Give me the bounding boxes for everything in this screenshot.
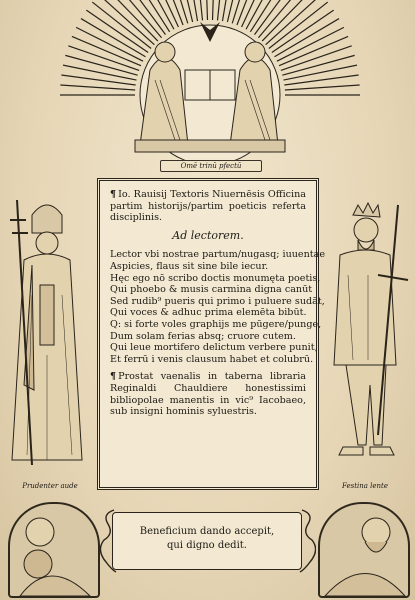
- left-motto: Prudenter aude: [22, 482, 78, 490]
- glory-ray: [275, 19, 340, 57]
- left-medallion-portrait: [8, 502, 100, 598]
- glory-ray: [205, 0, 208, 20]
- scroll-line: Beneficium dando accepit,: [139, 526, 275, 537]
- scroll-line: qui digno dedit.: [167, 540, 247, 551]
- glory-ray: [284, 75, 358, 85]
- emperor-figure: [318, 195, 413, 475]
- verse-block: [110, 249, 326, 365]
- glory-ray: [65, 55, 137, 75]
- glory-ray: [277, 27, 344, 61]
- glory-ray: [61, 75, 135, 85]
- ad-lectorem-heading: Ad lectorem.: [172, 228, 244, 242]
- verse-line: Aspicies, flaus sit sine bile iecur.: [110, 260, 269, 272]
- glory-ray: [262, 0, 314, 41]
- verse-line: Qui leue mortifero delictum verbere punit,: [110, 342, 318, 354]
- verse-line: Qui phoebo & musis carmina digna canūt: [110, 284, 313, 296]
- glory-ray: [81, 19, 146, 57]
- right-medallion-portrait: [318, 502, 410, 598]
- motto-scroll: [112, 512, 302, 570]
- verse-line: Sed rudib⁹ pueris qui primo i puluere sudāt,: [110, 295, 325, 307]
- author-title-paragraph: ¶ Io. Rauisij Textoris Niuernēsis Officina partim historijs/partim poeticis referta disciplinis.: [110, 189, 306, 224]
- glory-ray: [63, 65, 136, 80]
- verse-line: Hęc ego nō scribo doctis monumęta poetis,: [110, 272, 321, 284]
- imprint-paragraph: ¶ Prostat vaenalis in taberna libraria Reginaldi Chauldiere honestissimi bibliopolae manentis in vic⁹ Iacobaeo, sub insigni hominis syluestris.: [110, 371, 306, 418]
- verse-line: Et ferrū i venis clausum habet et colubrū.: [110, 353, 314, 365]
- pilcrow-icon: ¶: [110, 189, 117, 200]
- glory-ray: [76, 27, 143, 61]
- pilcrow-icon: ¶: [110, 371, 117, 383]
- glory-ray: [106, 0, 158, 41]
- trinity-banner: Omē trinū pfectū: [160, 160, 262, 172]
- glory-ray: [213, 0, 216, 20]
- trinity-woodcut: [60, 0, 360, 175]
- verse-line: Lector vbi nostrae partum/nugasq; iuuentae: [110, 249, 326, 261]
- glory-ray: [60, 85, 135, 90]
- pope-figure: [2, 195, 97, 475]
- glory-ray: [282, 55, 354, 75]
- glory-ray: [285, 85, 360, 90]
- verse-line: Qui voces & adhuc prima elemēta bibūt.: [110, 307, 307, 319]
- title-text-frame: [97, 178, 326, 490]
- glory-ray: [283, 65, 356, 80]
- verse-line: Dum solam ferias absq; cruore cutem.: [110, 330, 296, 342]
- verse-line: Q: si forte voles graphijs me pūgere/punge,: [110, 318, 322, 330]
- right-motto: Festina lente: [341, 482, 388, 490]
